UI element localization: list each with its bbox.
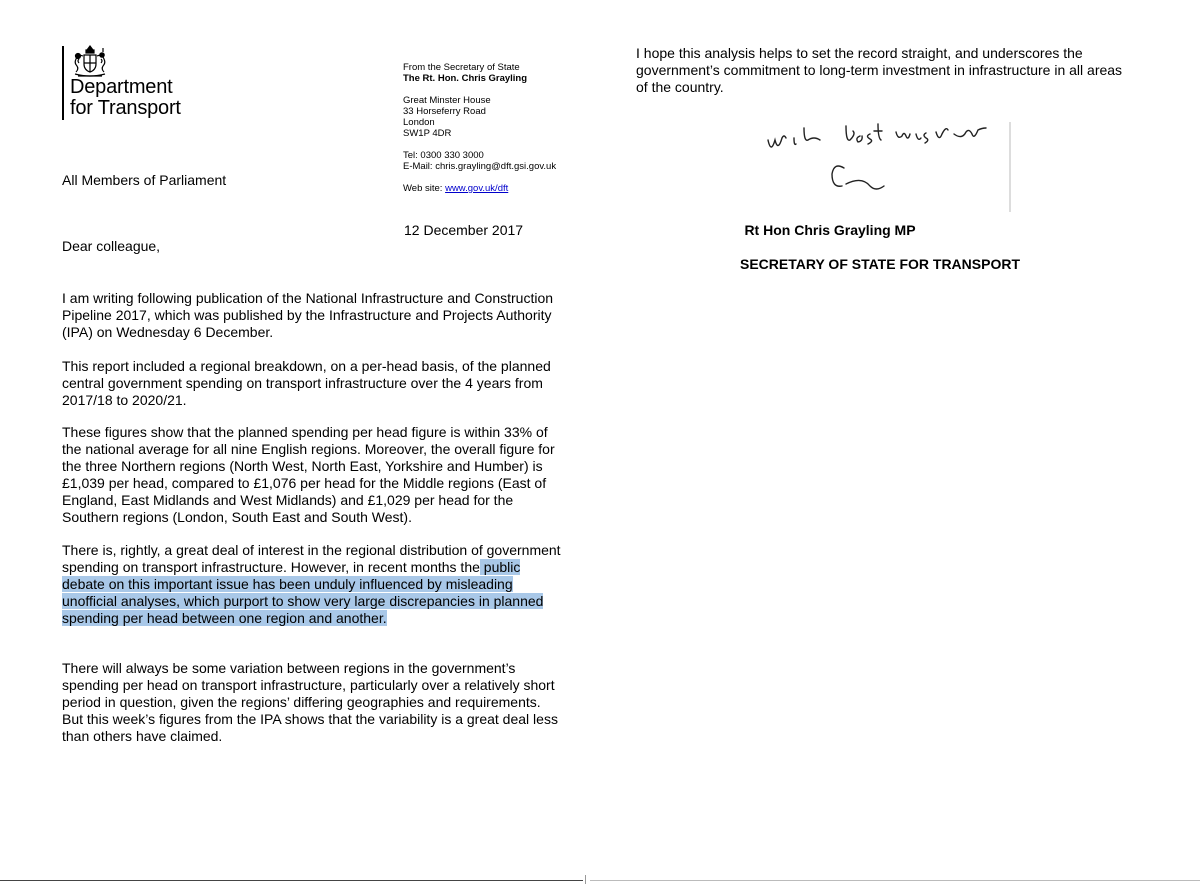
paragraph-text [62, 542, 562, 627]
handwritten-signature [760, 122, 1020, 212]
paragraph-text: I hope this analysis helps to set the record straight, and underscores the government’s commitment to long-term investment in infrastructure in all areas of the country. [636, 45, 1123, 95]
web-link[interactable]: www.gov.uk/dft [445, 183, 509, 194]
salutation: Dear colleague, [62, 238, 161, 254]
sender-tel: Tel: 0300 330 3000 [403, 150, 484, 161]
letter-date: 12 December 2017 [404, 222, 524, 238]
signatory-title: SECRETARY OF STATE FOR TRANSPORT [740, 256, 1021, 272]
dft-logo [62, 44, 222, 124]
logo-line-1: Department [70, 76, 173, 98]
paragraph-5 [62, 660, 562, 745]
sender-address-line: SW1P 4DR [403, 128, 452, 139]
paragraph-text: These figures show that the planned spending per head figure is within 33% of the national average for all nine English regions. Moreover, the overall figure for the three Northern regions (North West, North East, Yorkshire and Humber) is £1,039 per head, compared to £1,076 per head for the Middle regions (East of England, East Midlands and West Midlands) and £1,029 per head for the Southern regions (London, South East and South West). [62, 424, 555, 525]
paragraph-4-start: There is, rightly, a great deal of interest in the regional distribution of government spending on transport infrastructure. However, in recent months the [62, 542, 561, 575]
sender-email: E-Mail: chris.grayling@dft.gsi.gov.uk [403, 161, 557, 172]
paragraph-6 [636, 45, 1136, 96]
sender-address-line: Great Minster House [403, 95, 491, 106]
paragraph-text: I am writing following publication of the National Infrastructure and Construction Pipeline 2017, which was published by the Infrastructure and Projects Authority (IPA) on Wednesday 6 December. [62, 290, 554, 340]
paragraph-3 [62, 424, 562, 526]
signature-text: With best wishes [760, 122, 768, 123]
page-edge [585, 875, 586, 884]
text-selection-highlight[interactable]: public debate on this important issue has been unduly influenced by misleading unofficial analyses, which purport to show very large discrepancies in planned spending per head between one region and another. [62, 559, 544, 626]
logo-line-2: for Transport [70, 97, 181, 119]
paragraph-2 [62, 358, 562, 409]
logo-wordmark [70, 77, 181, 119]
signatory-name: Rt Hon Chris Grayling MP [744, 222, 916, 238]
sender-address-line: 33 Horseferry Road [403, 106, 486, 117]
royal-coat-of-arms-icon [70, 44, 110, 78]
paragraph-4 [62, 542, 562, 627]
sender-block [403, 62, 556, 194]
sender-from: From the Secretary of State [403, 62, 520, 73]
sender-web [403, 183, 556, 194]
page-edge [0, 880, 583, 881]
paragraph-text: There will always be some variation between regions in the government’s spending per head on transport infrastructure, particularly over a relatively short period in question, given the regions’ differing geographies and requirements. But this week’s figures from the IPA shows that the variability is a great deal less than others have claimed. [62, 660, 558, 744]
recipient: All Members of Parliament [62, 172, 227, 188]
paragraph-text: This report included a regional breakdown, on a per-head basis, of the planned central government spending on transport infrastructure over the 4 years from 2017/18 to 2020/21. [62, 358, 551, 408]
paragraph-1 [62, 290, 562, 341]
page-edge [590, 880, 1200, 881]
web-label: Web site: [403, 183, 446, 194]
sender-address-line: London [403, 117, 435, 128]
sender-name: The Rt. Hon. Chris Grayling [403, 73, 528, 84]
logo-rule [62, 46, 64, 120]
